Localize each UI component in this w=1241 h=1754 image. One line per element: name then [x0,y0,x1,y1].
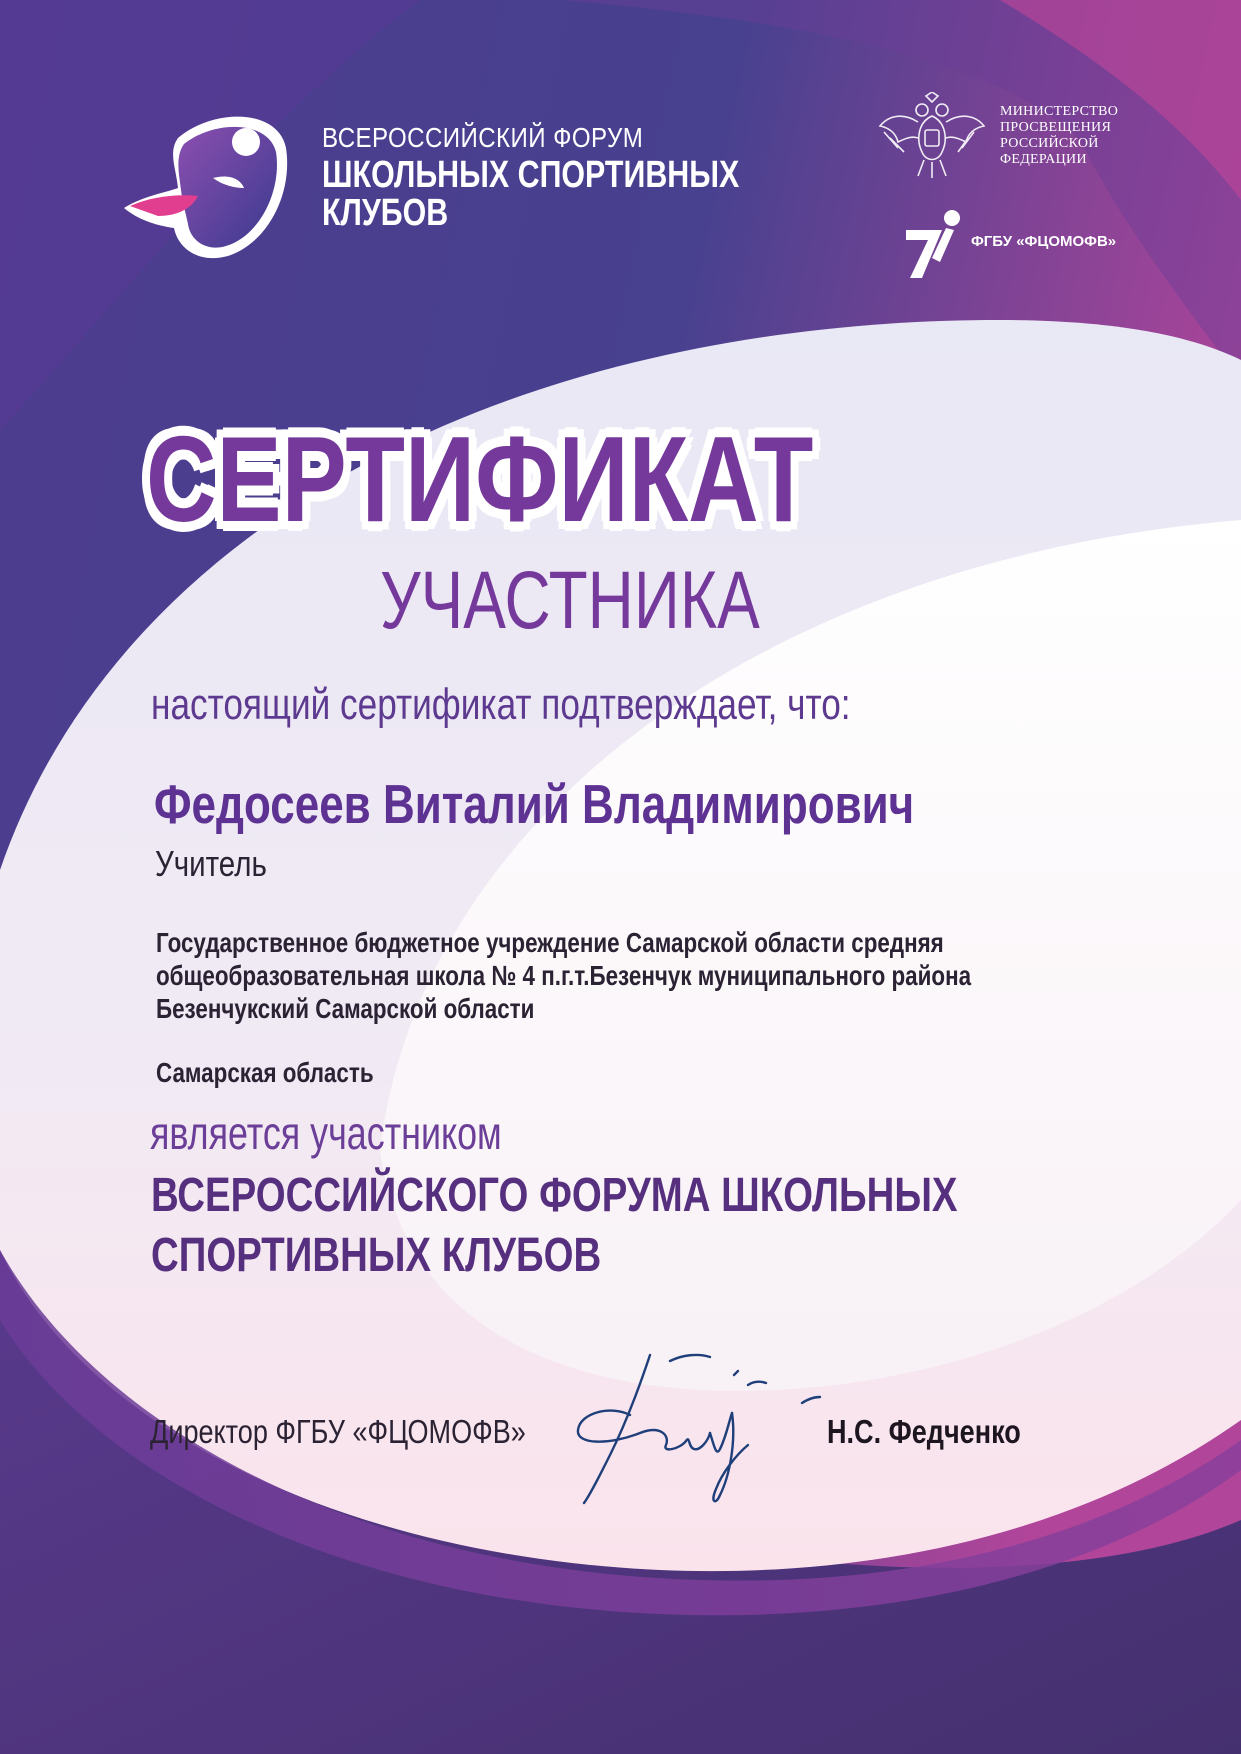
ministry-line: РОССИЙСКОЙ [1000,136,1099,151]
region: Самарская область [156,1057,374,1088]
organization-line: Безенчукский Самарской области [156,993,535,1024]
signature-icon [570,1345,840,1510]
forum-title-line2: ШКОЛЬНЫХ СПОРТИВНЫХ [322,154,740,196]
forum-logo-icon [118,108,293,260]
certificate-subtitle: УЧАСТНИКА [380,555,760,646]
participant-name: Федосеев Виталий Владимирович [154,773,915,835]
certificate-title: СЕРТИФИКАТ [146,411,814,547]
forum-title-line3: КЛУБОВ [322,192,449,234]
organization-line: Государственное бюджетное учреждение Самарской области средняя [156,927,944,958]
confirm-text: настоящий сертификат подтверждает, что: [151,680,851,729]
organization-line: общеобразовательная школа № 4 п.г.т.Безенчук муниципального района [156,960,972,991]
event-line: СПОРТИВНЫХ КЛУБОВ [151,1229,602,1282]
director-label: Директор ФГБУ «ФЦОМОФВ» [150,1413,526,1450]
ministry-line: ФЕДЕРАЦИИ [1000,152,1087,167]
fgbu-logo-icon [902,208,964,280]
participant-text: является участником [150,1107,502,1159]
forum-title-line1: ВСЕРОССИЙСКИЙ ФОРУМ [322,122,644,153]
event-line: ВСЕРОССИЙСКОГО ФОРУМА ШКОЛЬНЫХ [151,1169,958,1222]
fgbu-label: ФГБУ «ФЦОМОФВ» [971,233,1117,250]
organization [156,926,971,1025]
signer-name: Н.С. Федченко [827,1413,1021,1450]
ministry-line: ПРОСВЕЩЕНИЯ [1000,120,1112,135]
ministry-line: МИНИСТЕРСТВО [1000,104,1119,119]
ministry-emblem-icon [878,92,986,180]
forum-title [322,124,844,232]
ministry-name [1000,104,1118,168]
event-name [151,1166,958,1286]
participant-position: Учитель [155,843,267,884]
